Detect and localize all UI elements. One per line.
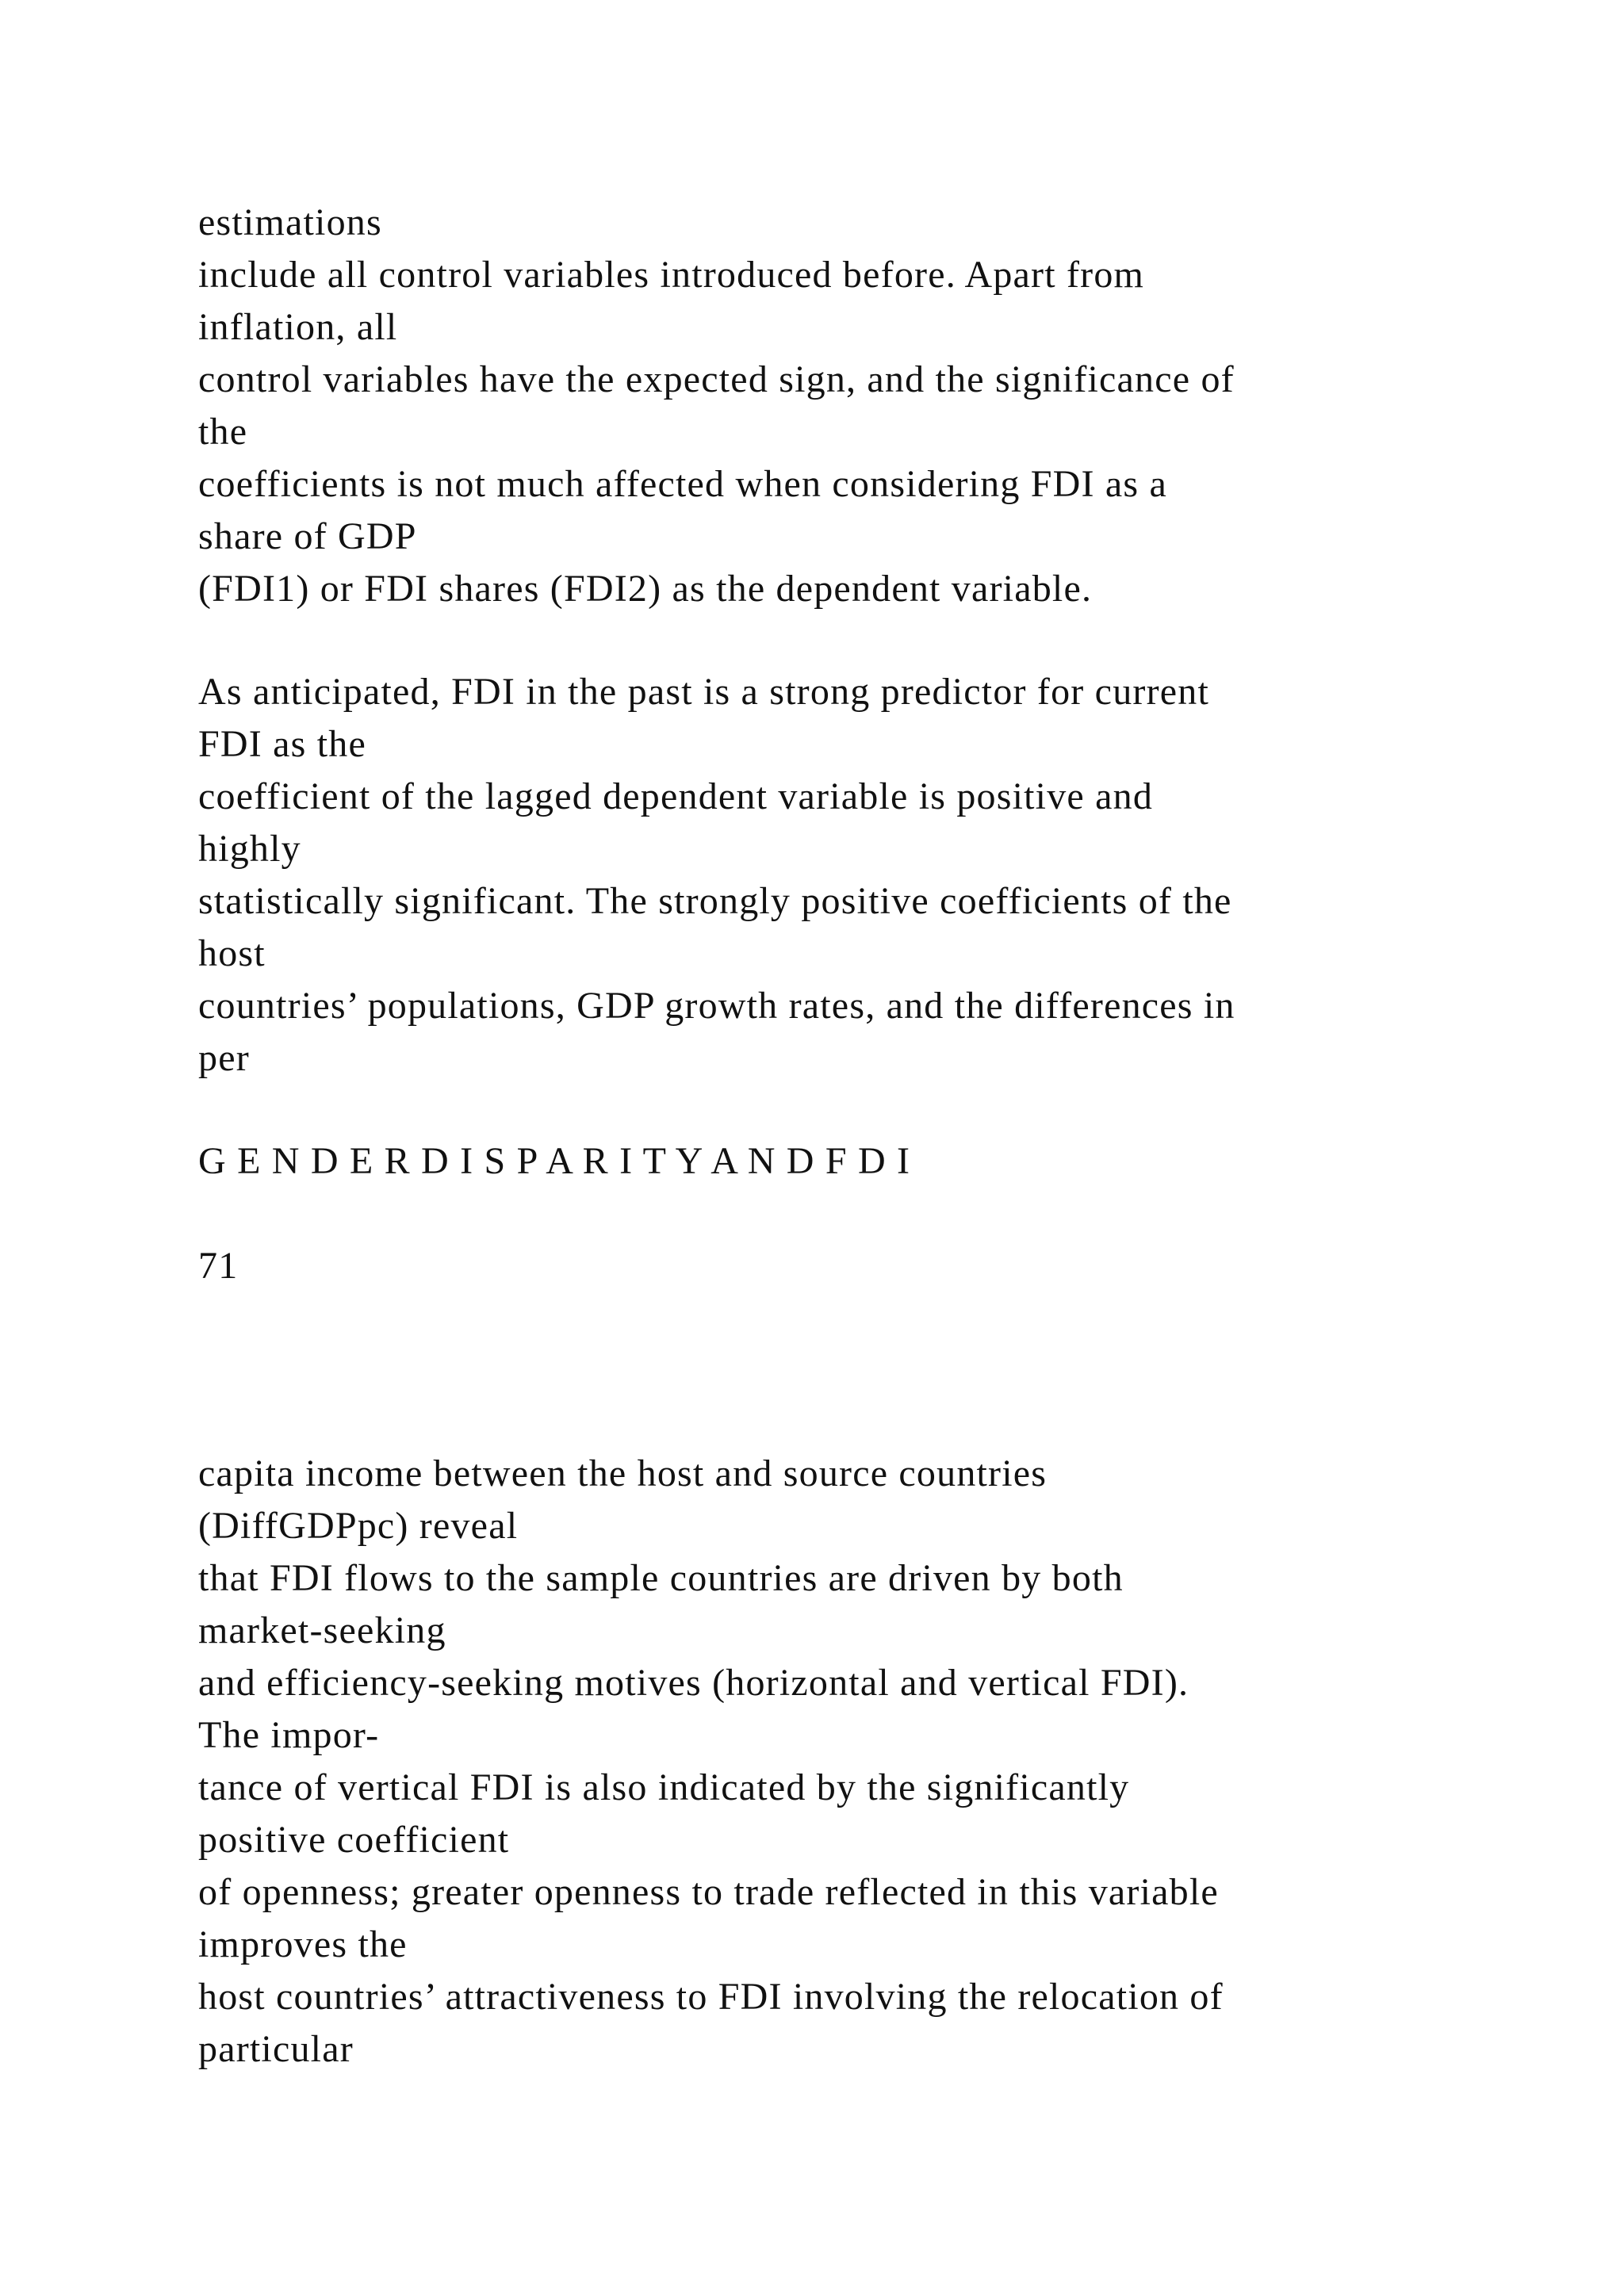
text-line: include all control variables introduced before. Apart from bbox=[198, 254, 1145, 296]
text-line: FDI as the bbox=[198, 723, 366, 765]
text-line: highly bbox=[198, 828, 301, 870]
text-line: As anticipated, FDI in the past is a strong predictor for current bbox=[198, 671, 1209, 713]
paragraph-anticipated bbox=[198, 666, 1546, 1085]
text-line: statistically significant. The strongly positive coefficients of the bbox=[198, 880, 1232, 922]
running-header bbox=[198, 1135, 1546, 1188]
text-line: host countries’ attractiveness to FDI involving the relocation of bbox=[198, 1976, 1224, 2018]
running-header-text: G E N D E R D I S P A R I T Y A N D F D I bbox=[198, 1140, 911, 1182]
text-line: host bbox=[198, 932, 266, 974]
text-line: inflation, all bbox=[198, 306, 398, 348]
text-line: countries’ populations, GDP growth rates, and the differences in bbox=[198, 985, 1235, 1027]
text-line: The impor- bbox=[198, 1714, 380, 1756]
text-line: estimations bbox=[198, 201, 382, 243]
text-line: (DiffGDPpc) reveal bbox=[198, 1505, 519, 1547]
text-line: that FDI flows to the sample countries are driven by both bbox=[198, 1557, 1124, 1599]
text-line: control variables have the expected sign, and the significance of bbox=[198, 358, 1235, 400]
text-line: per bbox=[198, 1037, 250, 1079]
text-line: particular bbox=[198, 2028, 354, 2070]
paragraph-estimations bbox=[198, 197, 1546, 615]
paragraph-capita-income bbox=[198, 1448, 1546, 2076]
text-line: coefficients is not much affected when considering FDI as a bbox=[198, 463, 1168, 505]
text-line: coefficient of the lagged dependent variable is positive and bbox=[198, 775, 1154, 817]
text-line: the bbox=[198, 411, 248, 453]
text-line: and efficiency-seeking motives (horizontal and vertical FDI). bbox=[198, 1662, 1189, 1704]
text-line: of openness; greater openness to trade reflected in this variable bbox=[198, 1871, 1219, 1913]
text-line: market-seeking bbox=[198, 1609, 446, 1651]
text-line: improves the bbox=[198, 1923, 408, 1965]
text-line: (FDI1) or FDI shares (FDI2) as the dependent variable. bbox=[198, 568, 1093, 610]
text-line: capita income between the host and source countries bbox=[198, 1452, 1048, 1494]
page-number bbox=[198, 1240, 1546, 1292]
page-number-text: 71 bbox=[198, 1245, 239, 1287]
text-line: tance of vertical FDI is also indicated by the significantly bbox=[198, 1766, 1130, 1808]
text-line: positive coefficient bbox=[198, 1819, 510, 1861]
text-line: share of GDP bbox=[198, 515, 417, 557]
